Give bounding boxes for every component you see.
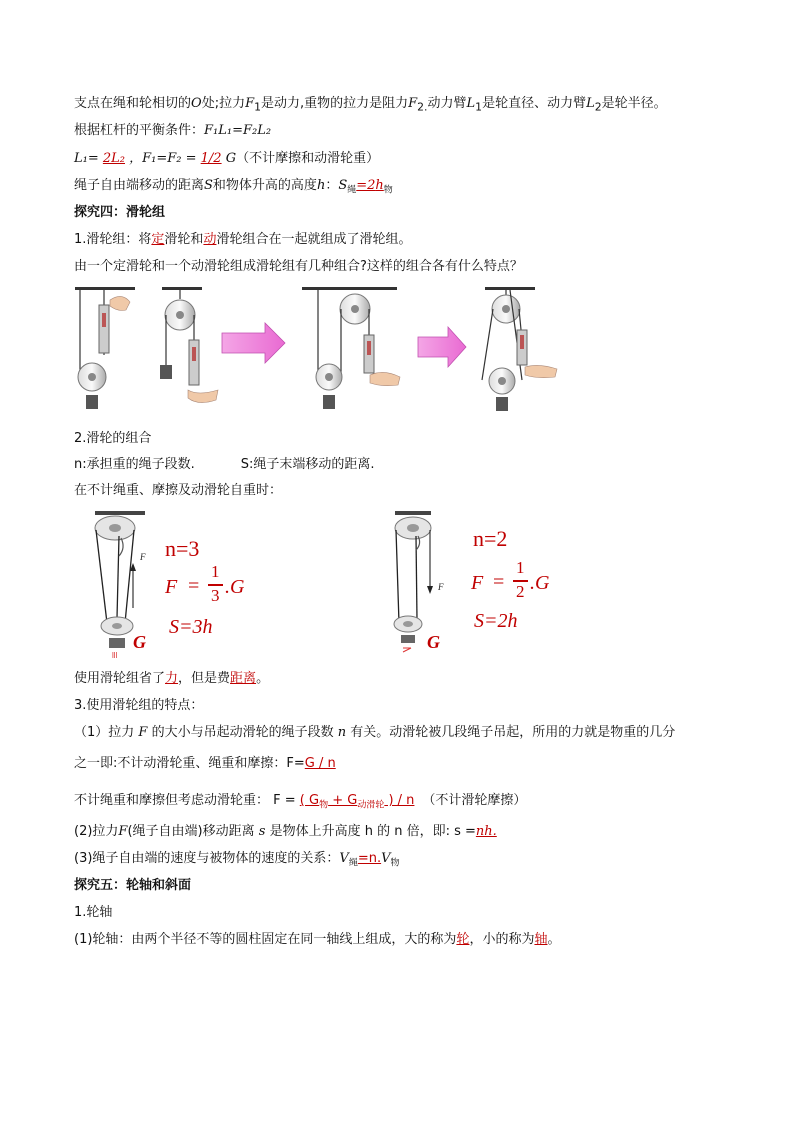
answer-h: h — [375, 178, 384, 193]
formula-eq: = — [493, 571, 505, 593]
answer-distance: 距离 — [230, 671, 257, 686]
var-s: s — [258, 824, 266, 839]
answer-movable: 动 — [203, 232, 217, 247]
arm-relation — [74, 150, 379, 168]
text: 和物体升高的高度 — [212, 178, 317, 193]
text: 动力臂 — [427, 96, 467, 111]
var-F: F — [138, 725, 148, 740]
sub: 1 — [254, 100, 261, 114]
answer-force: 力 — [165, 671, 179, 686]
text: 有关。动滑轮被几段绳子吊起，所用的力就是物重的几分 — [350, 725, 676, 740]
answer-axle: 轴 — [534, 932, 548, 947]
fixed-pulley-explanation — [74, 95, 667, 117]
n-s-definitions — [74, 456, 375, 474]
sub: 物 — [319, 800, 329, 811]
var-n: n — [337, 725, 347, 740]
arrow-right-icon — [222, 323, 285, 363]
var-S: S — [338, 178, 348, 193]
sub: 绳 — [348, 858, 358, 869]
save-force-cost-distance — [74, 670, 269, 688]
pulley-block-definition — [74, 231, 411, 249]
weight-label: G — [133, 632, 146, 652]
text: 。 — [547, 932, 561, 947]
svg-text:lll: lll — [112, 651, 118, 658]
note: （不计摩擦和动滑轮重） — [236, 151, 380, 166]
feature-1-line-2 — [74, 755, 336, 773]
formula-eq: = — [188, 575, 200, 597]
pulley-photo-row — [70, 285, 570, 415]
setup-2 — [160, 287, 218, 403]
var-F: F — [245, 96, 255, 111]
text: 根据杠杆的平衡条件： — [74, 123, 205, 138]
sub: 动滑轮 — [357, 800, 385, 811]
formula-G: .G — [530, 572, 550, 594]
formula-G: .G — [225, 576, 245, 598]
n-value: n=2 — [473, 526, 508, 551]
question-combinations: 由一个定滑轮和一个动滑轮组成滑轮组有几种组合?这样的组合各有什么特点？ — [74, 259, 523, 274]
answer-2h: =2 — [356, 178, 376, 193]
answer-nh: nh. — [475, 824, 497, 839]
text: 是物体上升高度 h 的 n 倍，即: s = — [269, 824, 476, 839]
text: 。 — [256, 671, 270, 686]
setup-3 — [302, 287, 400, 409]
section-heading-5: 探究五：轮轴和斜面 — [74, 878, 192, 893]
distance-relation — [74, 177, 393, 200]
force-label: F — [438, 582, 444, 592]
force-label: F — [140, 552, 146, 562]
setup-4 — [482, 287, 557, 411]
text: ： — [325, 178, 339, 193]
sub: 物 — [383, 185, 393, 196]
fraction-den: 2 — [516, 582, 525, 601]
text: (2)拉力 — [74, 824, 119, 839]
var-F: F — [118, 824, 128, 839]
answer-wheel: 轮 — [456, 932, 470, 947]
pulley-drawing — [385, 508, 465, 658]
var-S: S — [204, 178, 213, 193]
pulley-drawing — [85, 508, 165, 658]
s-value: S=3h — [169, 616, 213, 638]
features-heading: 3.使用滑轮组的特点： — [74, 698, 204, 713]
wheel-axle-heading: 1.轮轴 — [74, 905, 113, 920]
combination-heading: 2.滑轮的组合 — [74, 431, 152, 446]
text: 是动力,重物的拉力是阻力 — [261, 96, 409, 111]
text: 滑轮和 — [164, 232, 204, 247]
text: 支点在绳和轮相切的 — [74, 96, 192, 111]
text: ，小的称为 — [469, 932, 535, 947]
fraction-num: 1 — [516, 558, 525, 577]
sub: 绳 — [347, 185, 357, 196]
sub: 物 — [390, 858, 400, 869]
text: ，但是费 — [178, 671, 231, 686]
text: 处;拉力 — [201, 96, 246, 111]
text: （1）拉力 — [74, 725, 135, 740]
text: 绳子自由端移动的距离 — [74, 178, 205, 193]
text: 不计绳重和摩擦但考虑动滑轮重： F = — [74, 793, 300, 808]
arrow-right-icon — [418, 327, 466, 367]
formula-F: F — [471, 572, 484, 594]
n-definition: n:承担重的绳子段数. — [74, 457, 195, 472]
var-h: h — [316, 178, 326, 193]
note: （不计滑轮摩擦） — [422, 793, 527, 808]
answer-part: ( G — [299, 793, 320, 808]
fraction-den: 3 — [211, 586, 220, 605]
wheel-axle-definition — [74, 931, 560, 949]
section-heading-4: 探究四：滑轮组 — [74, 205, 166, 220]
answer-n: =n. — [357, 851, 382, 866]
fulcrum-letter: O — [191, 96, 202, 111]
var-G: G — [221, 151, 237, 166]
assumption-text: 在不计绳重、摩擦及动滑轮自重时： — [74, 483, 283, 498]
answer-part: ) / n — [384, 793, 415, 808]
fraction-num: 1 — [211, 562, 220, 581]
var-F: F — [408, 96, 418, 111]
text: L₁= — [74, 151, 103, 166]
answer-part: + G — [328, 793, 358, 808]
text: 滑轮组合在一起就组成了滑轮组。 — [216, 232, 412, 247]
feature-1-line-1 — [74, 724, 675, 742]
answer-fixed: 定 — [151, 232, 165, 247]
text: ，F₁=F₂ = — [125, 151, 201, 166]
var-L: L — [586, 96, 595, 111]
formula-F: F — [165, 576, 178, 598]
var-V: V — [339, 851, 349, 866]
var-V: V — [381, 851, 391, 866]
text: (绳子自由端)移动距离 — [127, 824, 255, 839]
lever-formula: F₁L₁=F₂L₂ — [204, 123, 272, 138]
text: 使用滑轮组省了 — [74, 671, 166, 686]
var-L: L — [466, 96, 476, 111]
text: 是轮直径、动力臂 — [482, 96, 587, 111]
pulley-diagram-n3 — [85, 508, 365, 658]
sub: 2. — [417, 100, 428, 114]
s-value: S=2h — [474, 610, 518, 632]
n-value: n=3 — [165, 536, 200, 561]
text: (1)轮轴：由两个半径不等的圆柱固定在同一轴线上组成，大的称为 — [74, 932, 457, 947]
pulley-diagram-n2 — [385, 508, 665, 658]
s-definition: S:绳子末端移动的距离. — [240, 457, 375, 472]
setup-1 — [75, 287, 135, 409]
lever-condition — [74, 122, 271, 140]
feature-2 — [74, 823, 497, 841]
answer-2L2: 2L₂ — [102, 151, 125, 166]
feature-3 — [74, 850, 400, 873]
sub: 2 — [594, 100, 602, 114]
sub: 1 — [475, 100, 483, 114]
answer-G-over-n: G / n — [304, 756, 336, 771]
text: 的大小与吊起动滑轮的绳子段数 — [151, 725, 334, 740]
weight-label: G — [427, 632, 440, 652]
text: 是轮半径。 — [601, 96, 667, 111]
text: 1.滑轮组：将 — [74, 232, 152, 247]
answer-half: 1/2 — [200, 151, 222, 166]
text: (3)绳子自由端的速度与被物体的速度的关系： — [74, 851, 340, 866]
text: 之一即:不计动滑轮重、绳重和摩擦：F= — [74, 756, 305, 771]
with-pulley-weight — [74, 792, 526, 815]
